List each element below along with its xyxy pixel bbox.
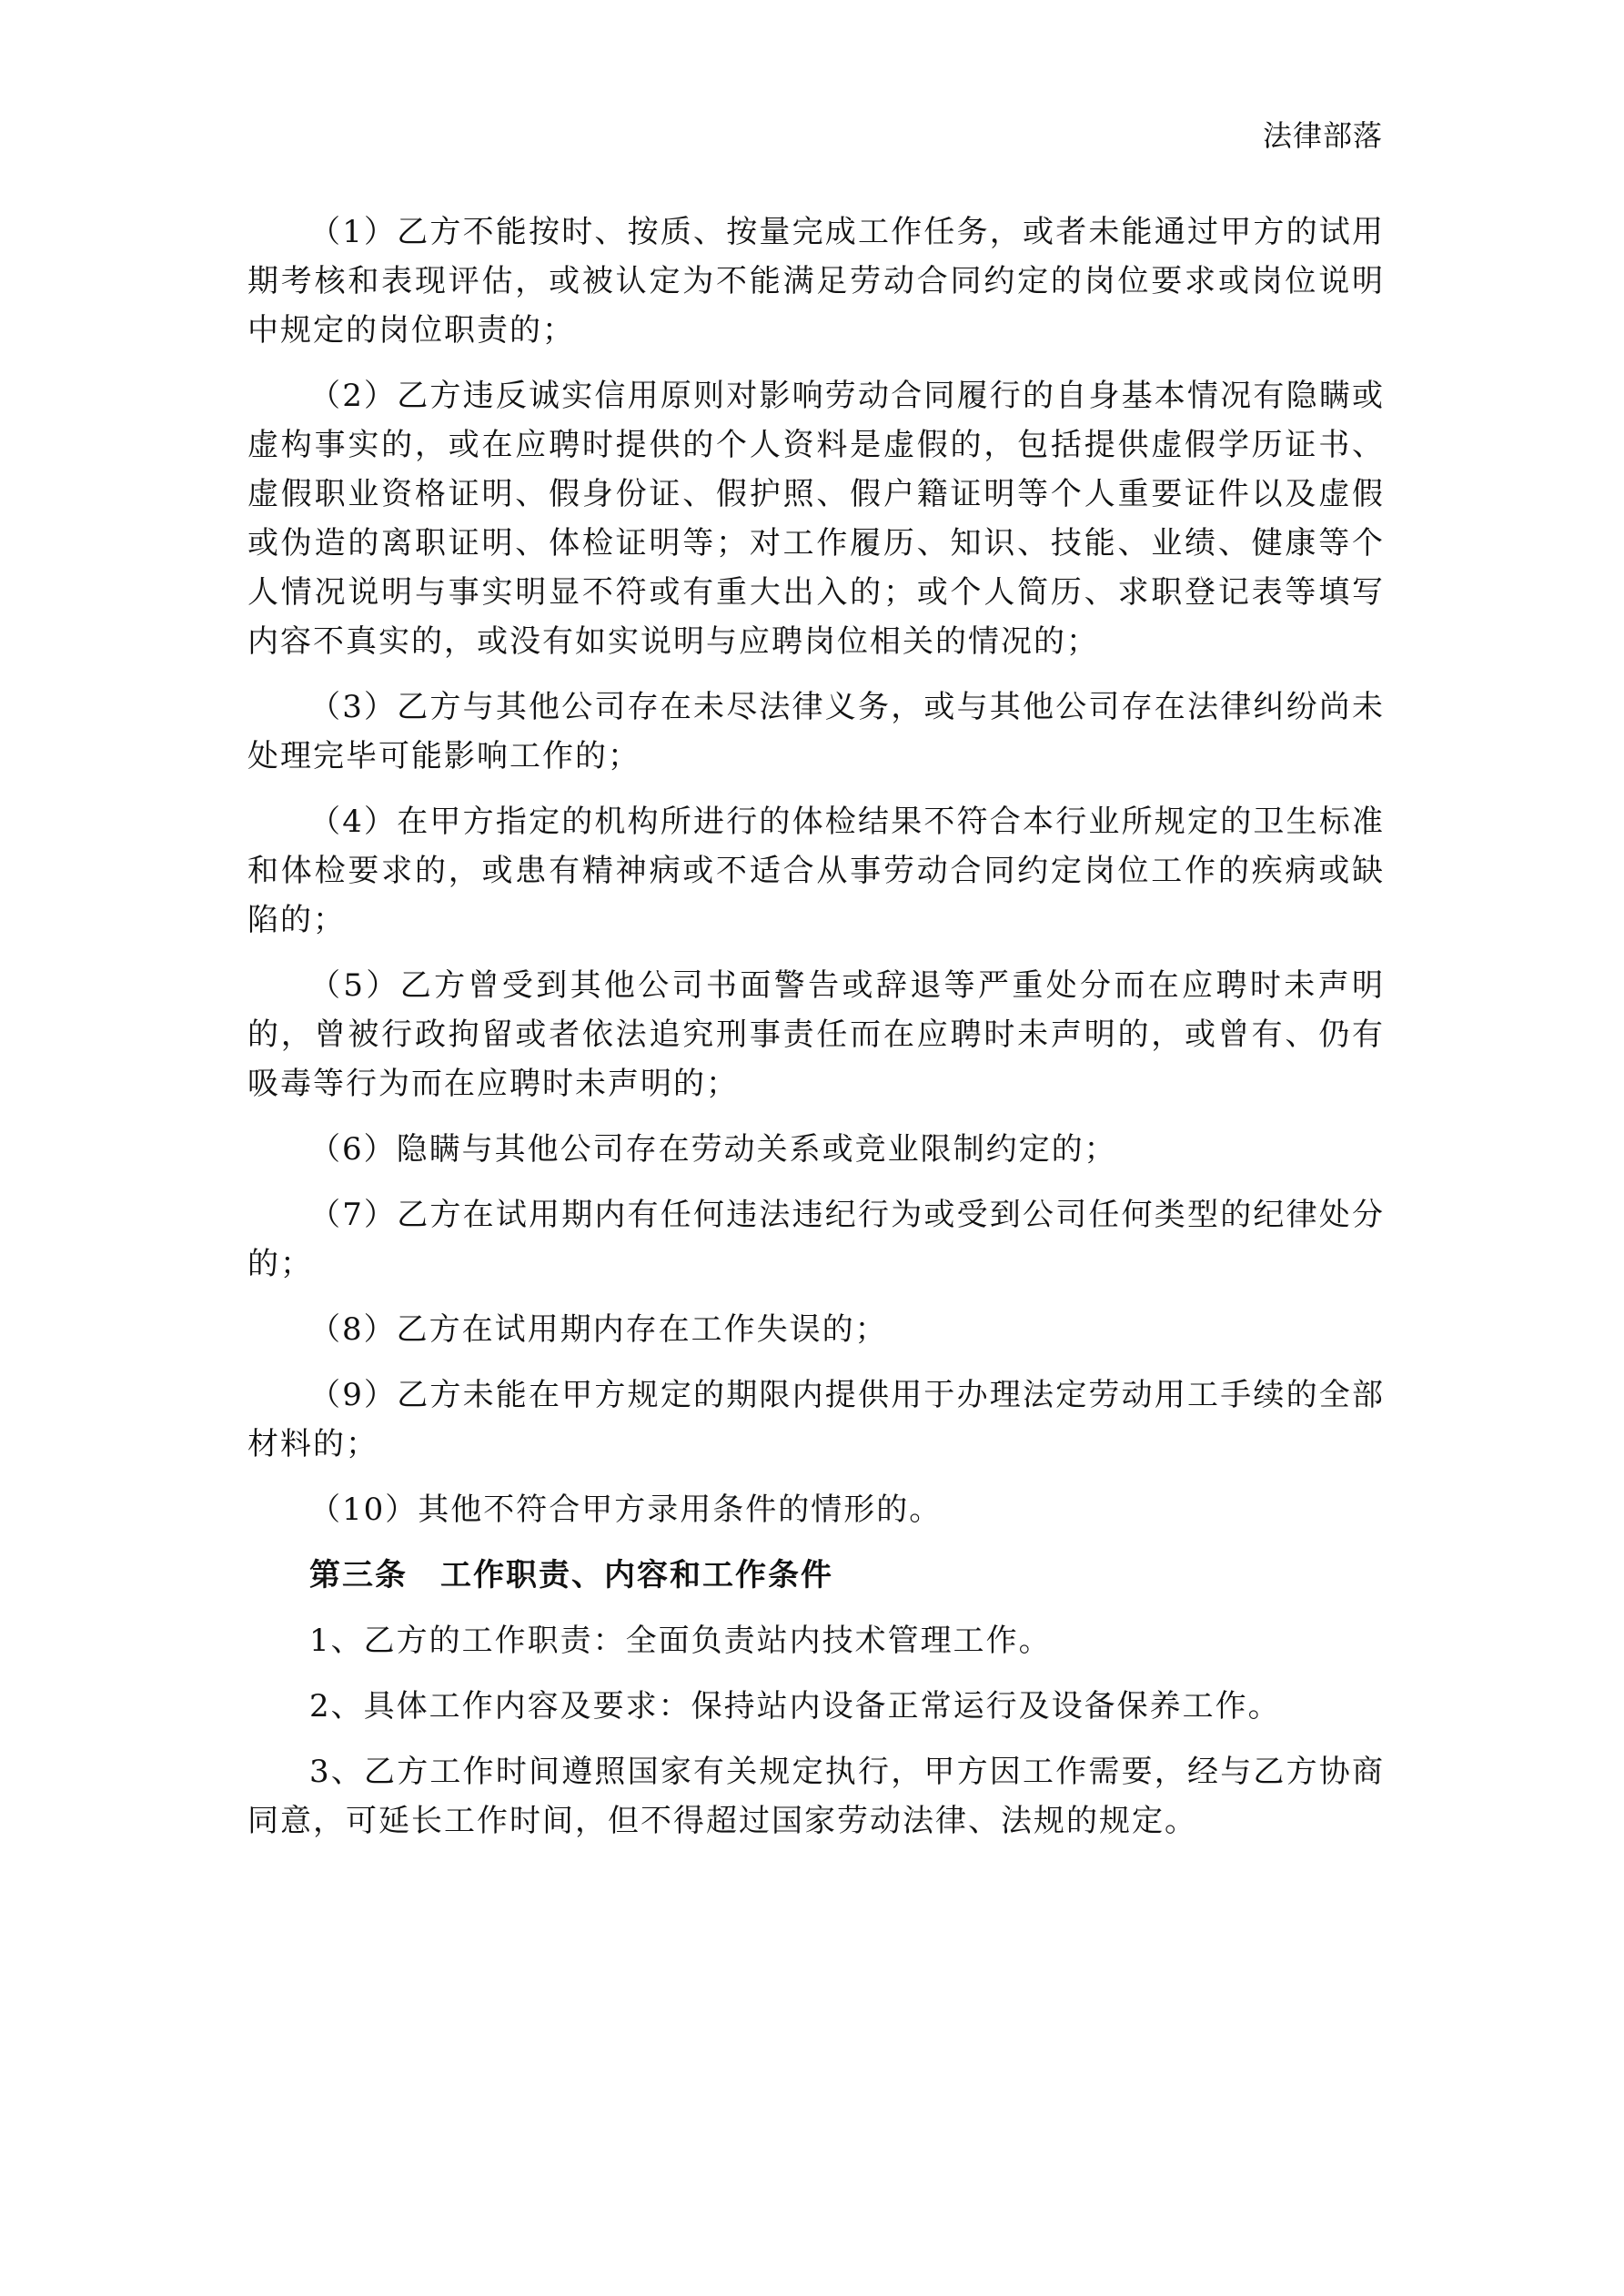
section-item-1: 1、乙方的工作职责：全面负责站内技术管理工作。 xyxy=(309,1623,1052,1659)
page-header-source: 法律部落 xyxy=(1262,118,1383,153)
clause-item-2: （2）乙方违反诚实信用原则对影响劳动合同履行的自身基本情况有隐瞒或虚构事实的，或在应聘时提供的个人资料是虚假的，包括提供虚假学历证书、虚假职业资格证明、假身份证、假护照、假户籍证明等个人重要证件以及虚假或伪造的离职证明、体检证明等；对工作履历、知识、技能、业绩、健康等个人情况说明与事实明显不符或有重大出入的；或个人简历、求职登记表等填写内容不真实的，或没有如实说明与应聘岗位相关的情况的； xyxy=(247,378,1385,660)
clause-item-10: （10）其他不符合甲方录用条件的情形的。 xyxy=(309,1492,943,1528)
clause-item-3: （3）乙方与其他公司存在未尽法律义务，或与其他公司存在法律纠纷尚未处理完毕可能影响工作的； xyxy=(247,689,1385,774)
clause-item-8: （8）乙方在试用期内存在工作失误的； xyxy=(309,1311,888,1348)
section-item-3: 3、乙方工作时间遵照国家有关规定执行，甲方因工作需要，经与乙方协商同意，可延长工作时间，但不得超过国家劳动法律、法规的规定。 xyxy=(247,1754,1385,1839)
clause-item-7: （7）乙方在试用期内有任何违法违纪行为或受到公司任何类型的纪律处分的； xyxy=(247,1197,1385,1282)
clause-item-1: （1）乙方不能按时、按质、按量完成工作任务，或者未能通过甲方的试用期考核和表现评估，或被认定为不能满足劳动合同约定的岗位要求或岗位说明中规定的岗位职责的； xyxy=(247,214,1385,349)
document-body xyxy=(247,207,1385,1862)
clause-item-9: （9）乙方未能在甲方规定的期限内提供用于办理法定劳动用工手续的全部材料的； xyxy=(247,1377,1385,1462)
clause-item-6: （6）隐瞒与其他公司存在劳动关系或竞业限制约定的； xyxy=(309,1131,1117,1168)
clause-item-5: （5）乙方曾受到其他公司书面警告或辞退等严重处分而在应聘时未声明的，曾被行政拘留或者依法追究刑事责任而在应聘时未声明的，或曾有、仍有吸毒等行为而在应聘时未声明的； xyxy=(247,967,1385,1102)
section-item-2: 2、具体工作内容及要求：保持站内设备正常运行及设备保养工作。 xyxy=(309,1688,1281,1725)
section-heading: 第三条 工作职责、内容和工作条件 xyxy=(309,1557,833,1593)
clause-item-4: （4）在甲方指定的机构所进行的体检结果不符合本行业所规定的卫生标准和体检要求的，或患有精神病或不适合从事劳动合同约定岗位工作的疾病或缺陷的； xyxy=(247,804,1385,938)
